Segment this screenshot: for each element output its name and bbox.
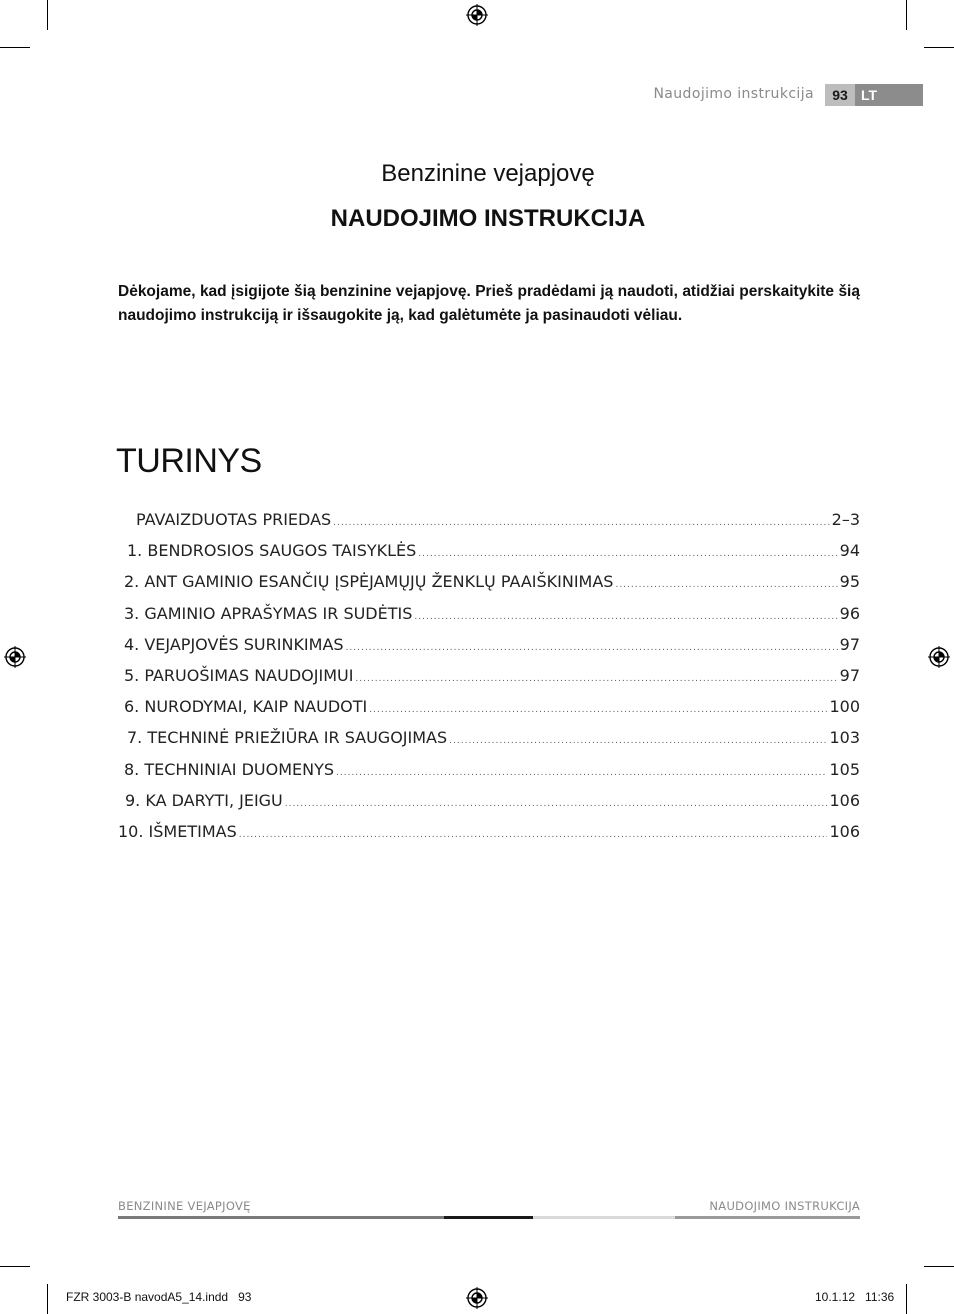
toc-leader-dots [449,736,827,746]
toc-entry-page: 94 [839,541,860,561]
toc-entry-label: 1. BENDROSIOS SAUGOS TAISYKLĖS [127,541,417,561]
toc-entry-label: 7. TECHNINĖ PRIEŽIŪRA IR SAUGOJIMAS [127,728,448,748]
toc-entry[interactable] [116,728,860,759]
footer-right-text: NAUDOJIMO INSTRUKCIJA [709,1199,860,1213]
toc-entry[interactable] [116,541,860,572]
document-subtitle: NAUDOJIMO INSTRUKCIJA [330,205,646,232]
toc-entry[interactable] [116,635,860,666]
toc-entry-page: 105 [829,759,860,779]
toc-leader-dots [285,799,828,809]
toc-entry-label: 2. ANT GAMINIO ESANČIŲ ĮSPĖJAMŲJŲ ŽENKLŲ PAAIŠKINIMAS [124,572,614,592]
toc-entry-label: 6. NURODYMAI, KAIP NAUDOTI [124,697,368,717]
footer-bar-segment [118,1216,444,1219]
toc-entry[interactable] [116,760,860,791]
crop-mark-bottom-left-v [47,1284,48,1314]
footer-left-text: BENZININE VEJAPJOVĘ [118,1199,251,1213]
toc-entry-page: 100 [829,697,860,717]
crop-mark-top-right-v [906,0,907,30]
crop-mark-top-left-h [0,47,30,48]
toc-entry[interactable] [116,604,860,635]
registration-mark-icon [466,1287,488,1309]
toc-entry-label: 10. IŠMETIMAS [118,821,237,841]
footer-bar-segment [675,1216,860,1219]
language-tab: LT [855,84,923,106]
toc-leader-dots [333,518,829,528]
toc-leader-dots [418,549,837,559]
registration-mark-icon [466,4,488,26]
toc-leader-dots [369,705,827,715]
crop-mark-bottom-left-h [0,1266,30,1267]
toc-entry-label: 3. GAMINIO APRAŠYMAS IR SUDĖTIS [124,603,413,623]
registration-mark-icon [4,646,26,668]
print-slug-date: 10.1.12 11:36 [815,1290,895,1304]
crop-mark-bottom-right-h [924,1266,954,1267]
toc-entry-page: 2–3 [831,510,860,529]
intro-paragraph: Dėkojame, kad įsigijote šią benzinine vejapjovę. Prieš pradėdami ją naudoti, atidžiai perskaitykite šią naudojimo instrukciją ir išsaugokite ją, kad galėtumėte ja pasinaudoti vėliau. [118,283,860,324]
toc-entry-label: 4. VEJAPJOVĖS SURINKIMAS [124,634,344,654]
toc-entry-label: 5. PARUOŠIMAS NAUDOJIMUI [124,665,354,685]
toc-entry[interactable] [116,666,860,697]
toc-leader-dots [346,643,838,653]
toc-entry[interactable] [116,697,860,728]
print-slug-file: FZR 3003-B navodA5_14.indd 93 [66,1290,252,1304]
toc-heading: TURINYS [116,442,262,480]
toc-entry-page: 103 [829,728,860,748]
toc-entry-page: 106 [829,821,860,841]
toc-entry-page: 95 [839,572,860,592]
toc-entry[interactable] [116,791,860,822]
toc-entry-page: 97 [839,665,860,685]
toc-entry-page: 96 [839,603,860,623]
toc-leader-dots [615,580,837,590]
crop-mark-top-right-h [924,47,954,48]
toc-leader-dots [355,674,837,684]
page-number: 93 [825,84,855,106]
toc-entry[interactable] [116,572,860,603]
toc-entry-label: 9. KA DARYTI, JEIGU [125,790,283,810]
toc-leader-dots [336,768,827,778]
toc-entry-label: 8. TECHNINIAI DUOMENYS [124,759,334,779]
toc-entry-page: 97 [839,634,860,654]
toc-entry-label: PAVAIZDUOTAS PRIEDAS [136,510,332,529]
toc-entry-page: 106 [829,790,860,810]
footer-bar-segment [533,1216,675,1219]
footer-bar-segment [444,1216,533,1219]
toc-leader-dots [239,830,828,840]
table-of-contents [116,510,860,853]
registration-mark-icon [928,646,950,668]
crop-mark-top-left-v [47,0,48,30]
running-header-title: Naudojimo instrukcija [653,86,814,102]
crop-mark-bottom-right-v [906,1284,907,1314]
document-title: Benzinine vejapjovę [381,160,595,187]
toc-leader-dots [414,612,837,622]
toc-entry[interactable] [116,510,860,541]
toc-entry[interactable] [116,822,860,853]
